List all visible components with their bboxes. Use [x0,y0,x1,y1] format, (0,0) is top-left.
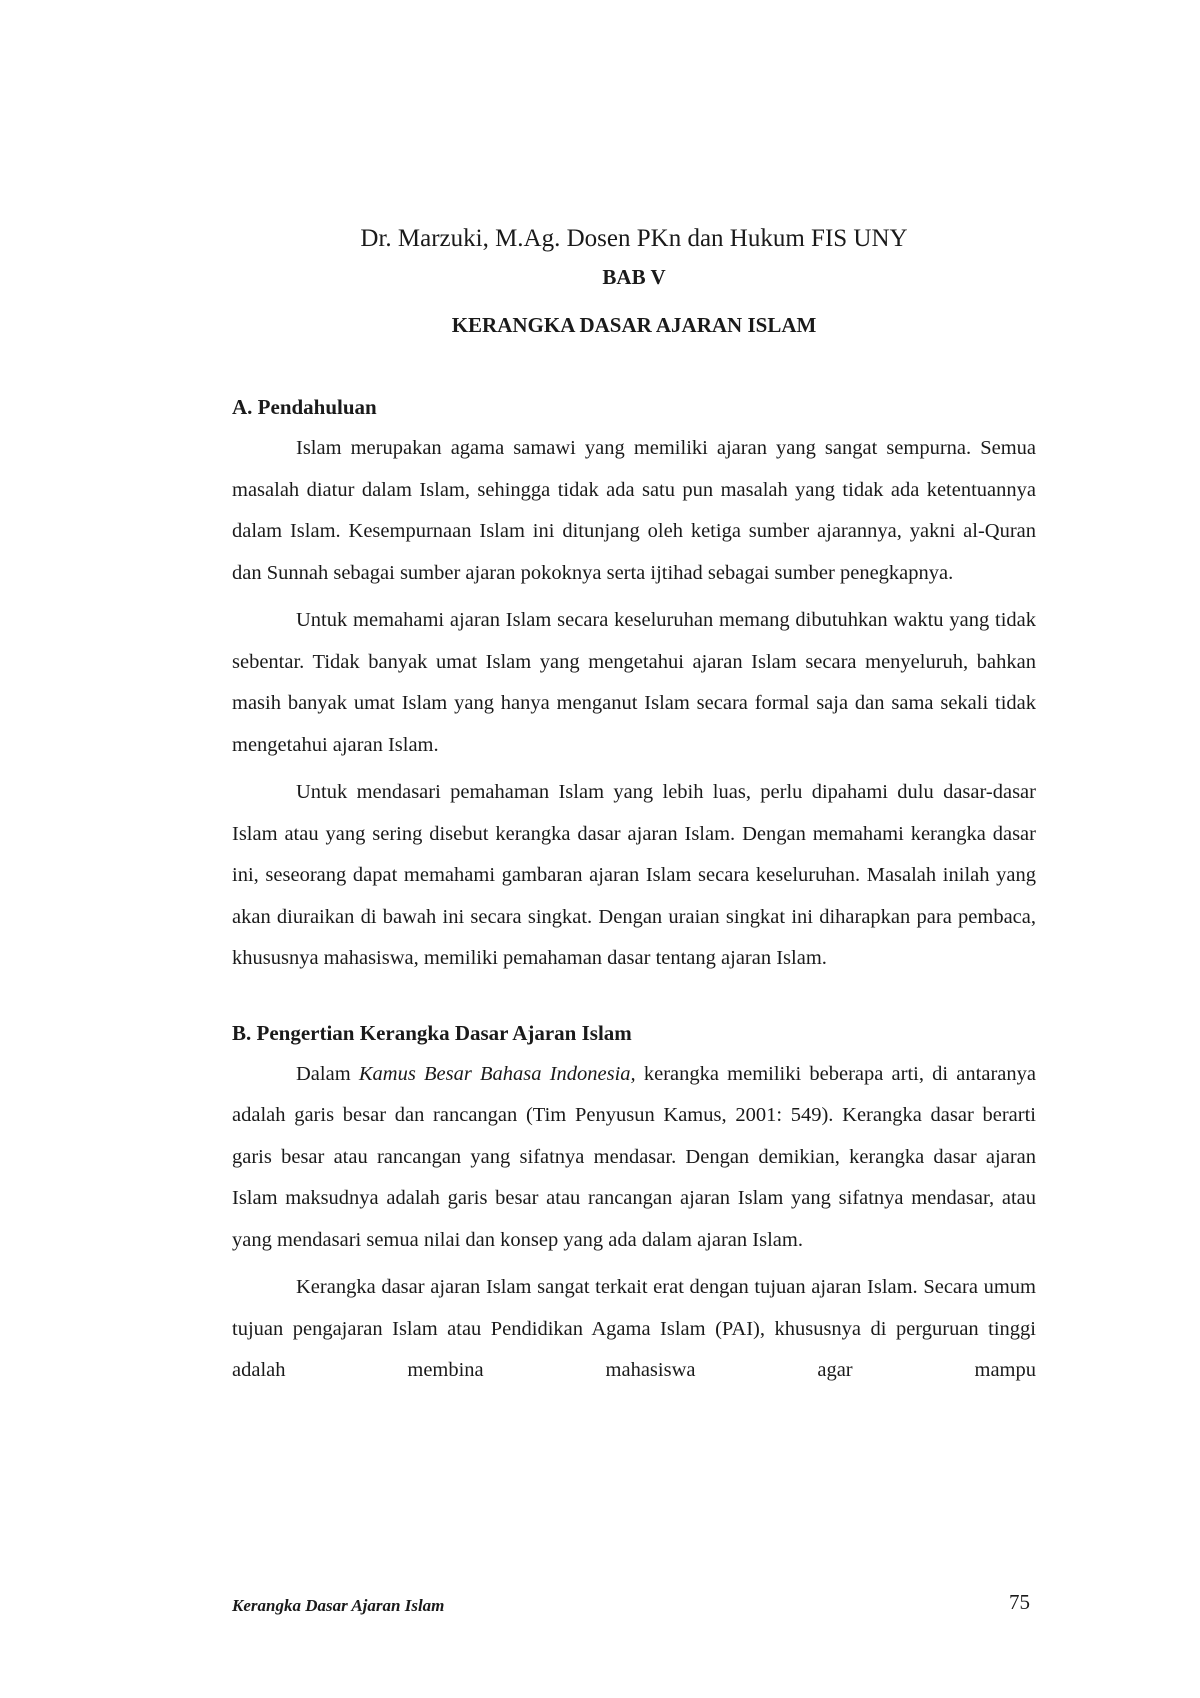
section-a-heading: A. Pendahuluan [232,395,377,419]
author-line: Dr. Marzuki, M.Ag. Dosen PKn dan Hukum FIS UNY [360,225,908,252]
section-b-paragraph-1 [232,1054,1036,1262]
running-footer-title: Kerangka Dasar Ajaran Islam [232,1596,445,1615]
section-a-paragraph-3: Untuk mendasari pemahaman Islam yang lebih luas, perlu dipahami dulu dasar-dasar Islam atau yang sering disebut kerangka dasar ajaran Islam. Dengan memahami kerangka dasar ini, seseorang dapat memahami gambaran ajaran Islam secara keseluruhan. Masalah inilah yang akan diuraikan di bawah ini secara singkat. Dengan uraian singkat ini diharapkan para pembaca, khususnya mahasiswa, memiliki pemahaman dasar tentang ajaran Islam. [232,781,1036,969]
section-b-heading: B. Pengertian Kerangka Dasar Ajaran Islam [232,1020,632,1045]
page-content [232,222,1036,1392]
chapter-title: KERANGKA DASAR AJARAN ISLAM [451,313,817,337]
section-a-paragraph-2: Untuk memahami ajaran Islam secara keseluruhan memang dibutuhkan waktu yang tidak sebentar. Tidak banyak umat Islam yang mengetahui ajaran Islam secara menyeluruh, bahkan masih banyak umat Islam yang hanya menganut Islam secara formal saja dan sama sekali tidak mengetahui ajaran Islam. [232,609,1036,756]
chapter-label: BAB V [602,265,666,289]
page-number: 75 [1009,1590,1030,1614]
section-a-paragraph-1: Islam merupakan agama samawi yang memiliki ajaran yang sangat sempurna. Semua masalah diatur dalam Islam, sehingga tidak ada satu pun masalah yang tidak ada ketentuannya dalam Islam. Kesempurnaan Islam ini ditunjang oleh ketiga sumber ajarannya, yakni al-Quran dan Sunnah sebagai sumber ajaran pokoknya serta ijtihad sebagai sumber penegkapnya. [232,437,1036,584]
section-b-para1-after: kerangka memiliki beberapa arti, di antaranya adalah garis besar dan rancangan (Tim Penyusun Kamus, 2001: 549). Kerangka dasar berarti garis besar atau rancangan yang sifatnya mendasar. Dengan demikian, kerangka dasar ajaran Islam maksudnya adalah garis besar atau rancangan ajaran Islam yang sifatnya mendasar, atau yang mendasari semua nilai dan konsep yang ada dalam ajaran Islam. [232,1062,1036,1251]
section-b-para1-before: Dalam [296,1062,359,1085]
section-b-paragraph-2: Kerangka dasar ajaran Islam sangat terkait erat dengan tujuan ajaran Islam. Secara umum tujuan pengajaran Islam atau Pendidikan Agama Islam (PAI), khususnya di perguruan tinggi adalah membina mahasiswa agar mampu [232,1276,1036,1381]
dictionary-title: Kamus Besar Bahasa Indonesia, [358,1062,636,1085]
